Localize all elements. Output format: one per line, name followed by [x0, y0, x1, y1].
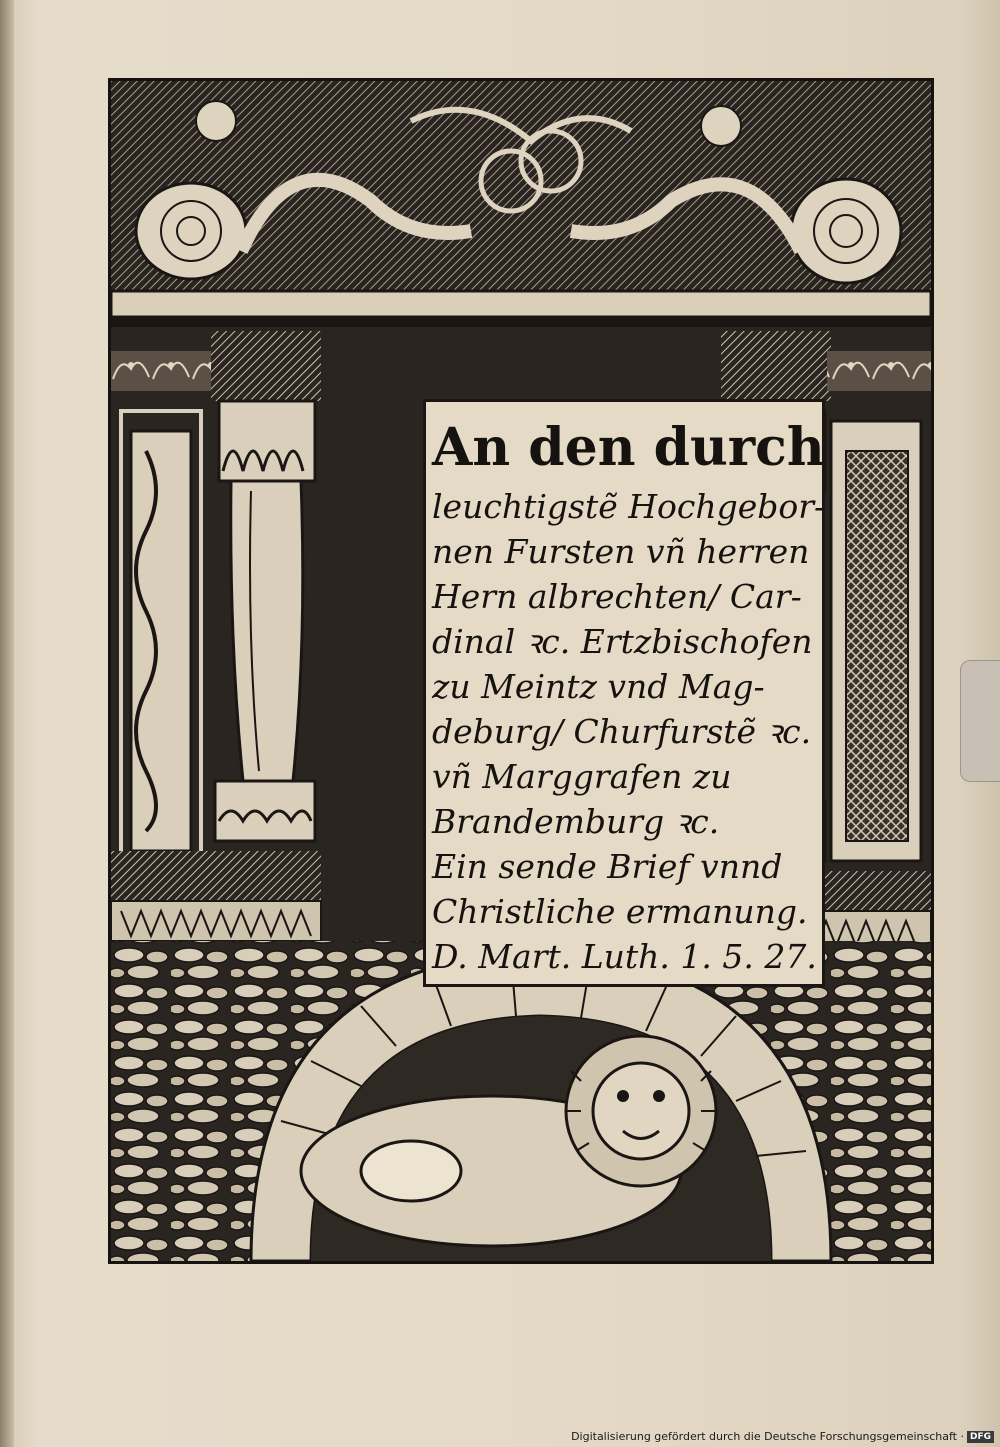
- book-gutter: [0, 0, 14, 1447]
- title-line: D. Mart. Luth. 1. 5. 27.: [432, 937, 817, 976]
- credit-text: Digitalisierung gefördert durch die Deutsche Forschungsgemeinschaft ·: [571, 1430, 964, 1443]
- title-line: dinal ꝛc. Ertzbischofen: [432, 622, 813, 661]
- title-line: vñ Marggrafen zu: [432, 757, 732, 796]
- title-line: zu Meintz vnd Mag-: [432, 667, 765, 706]
- digitization-credit: [571, 1430, 994, 1443]
- page-tab: [960, 660, 1000, 782]
- title-line: An den durch: [432, 417, 825, 478]
- title-line: nen Fursten vñ herren: [432, 532, 810, 571]
- title-block: [423, 399, 825, 987]
- title-line: leuchtigstẽ Hochgebor-: [432, 487, 826, 526]
- title-line: Brandemburg ꝛc.: [432, 802, 720, 841]
- title-line: Ein sende Brief vnnd: [432, 847, 783, 886]
- title-line: Hern albrechten/ Car-: [432, 577, 802, 616]
- woodcut-frame: [108, 78, 934, 1264]
- dfg-logo-icon: DFG: [967, 1431, 994, 1443]
- title-line: deburg/ Churfurstẽ ꝛc.: [432, 712, 812, 751]
- title-line: Christliche ermanung.: [432, 892, 808, 931]
